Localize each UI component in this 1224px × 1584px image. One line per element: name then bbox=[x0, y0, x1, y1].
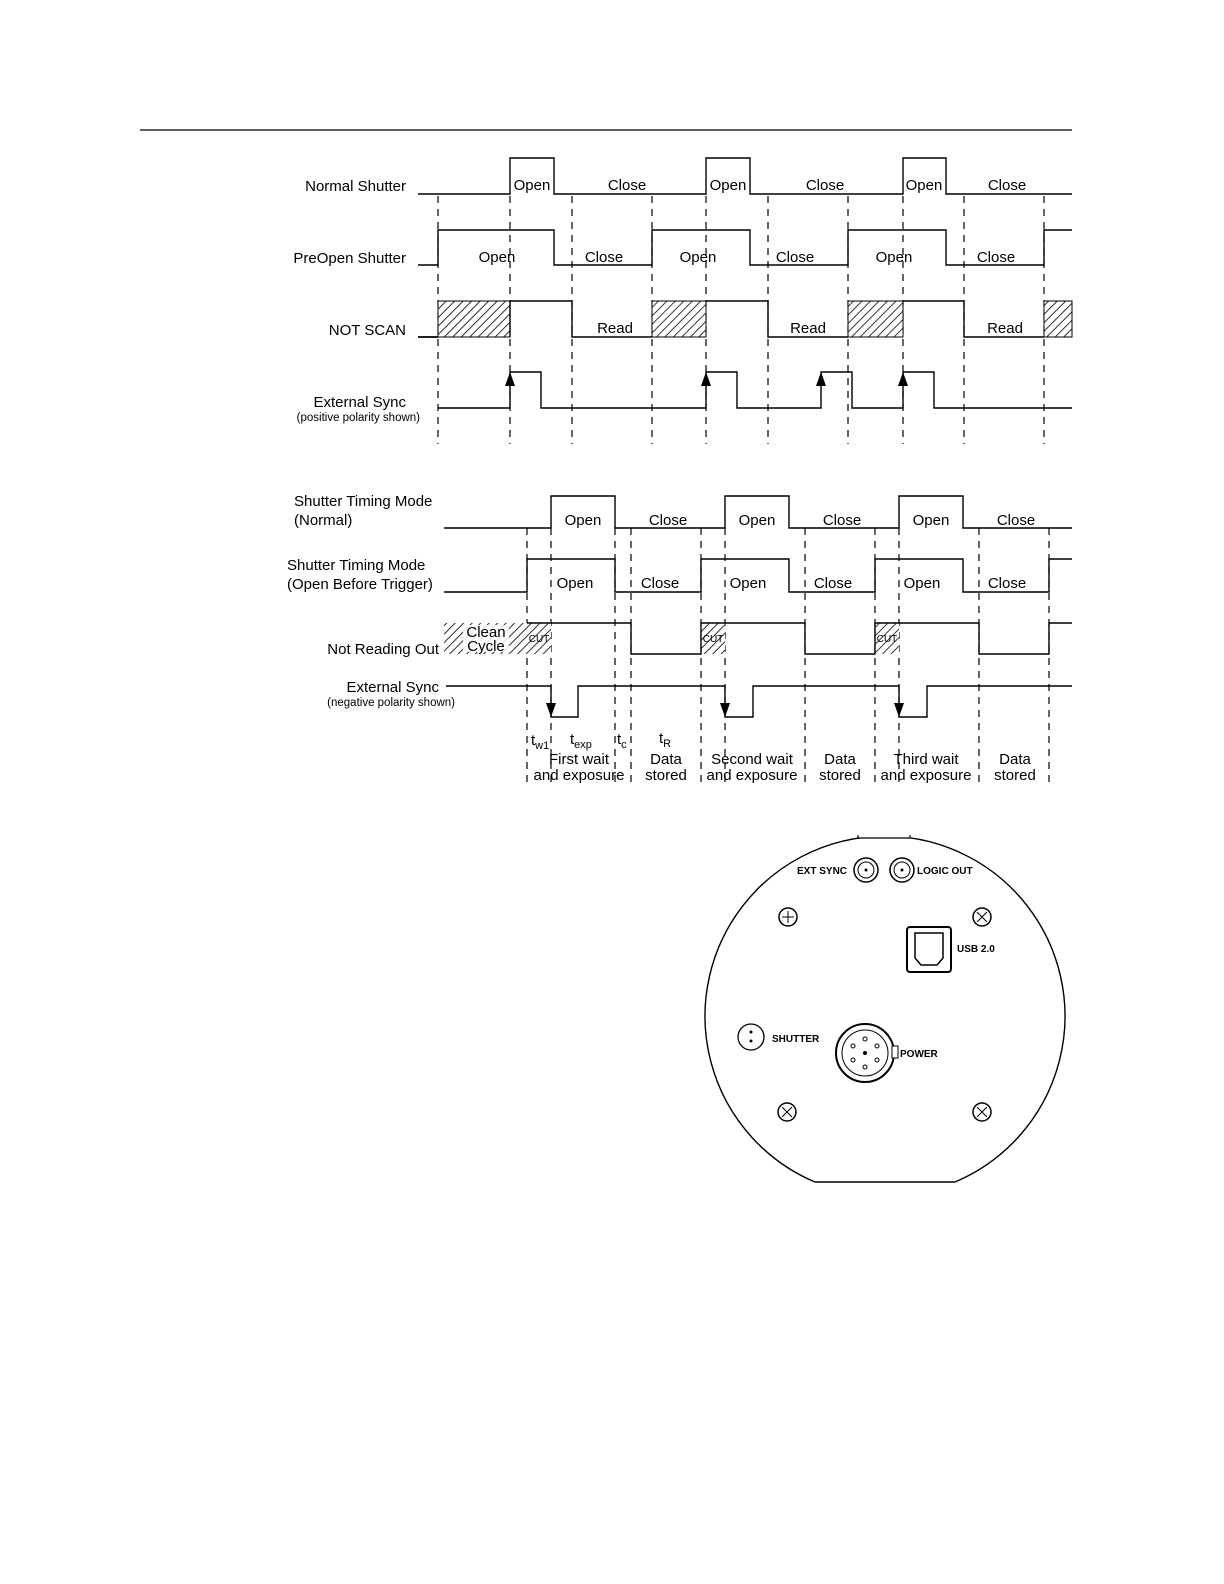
diagram2-guides bbox=[527, 528, 1049, 782]
power-connector-icon bbox=[836, 1024, 898, 1082]
ext-sync-connector-label: EXT SYNC bbox=[797, 866, 848, 877]
ps-state-5: Open bbox=[875, 249, 913, 266]
power-connector-label: POWER bbox=[900, 1049, 938, 1060]
stmo-state-6: Close bbox=[987, 575, 1027, 592]
screw-icon bbox=[778, 908, 991, 1121]
ext-sync-pos-sublabel: (positive polarity shown) bbox=[296, 412, 420, 424]
svg-text:Data: Data bbox=[999, 751, 1031, 768]
diagram1-guides bbox=[438, 196, 1044, 444]
svg-text:First wait: First wait bbox=[549, 751, 609, 768]
svg-text:stored: stored bbox=[645, 767, 687, 784]
stmn-state-1: Open bbox=[564, 512, 602, 529]
clean-cycle-line2: Cycle bbox=[467, 638, 505, 655]
logic-out-connector-label: LOGIC OUT bbox=[917, 866, 973, 877]
stm-obt-label-1: Shutter Timing Mode bbox=[287, 557, 426, 574]
not-reading-out-label: Not Reading Out bbox=[327, 641, 439, 658]
time-symbols bbox=[531, 730, 671, 752]
not-reading-out-hatch bbox=[444, 623, 899, 654]
not-scan-read-2: Read bbox=[790, 320, 826, 337]
svg-text:stored: stored bbox=[819, 767, 861, 784]
ns-state-5: Open bbox=[905, 177, 943, 194]
ns-state-2: Close bbox=[607, 177, 647, 194]
timing-diagram-negative bbox=[287, 493, 1072, 784]
not-scan-hatch bbox=[438, 301, 1072, 337]
not-scan-trace-path bbox=[418, 301, 1044, 337]
ext-sync-neg-sublabel: (negative polarity shown) bbox=[327, 697, 455, 709]
preopen-shutter-trace bbox=[418, 230, 1072, 265]
panel-outline bbox=[705, 836, 1065, 1182]
svg-text:stored: stored bbox=[994, 767, 1036, 784]
clean-cycle-line1: Clean bbox=[466, 624, 506, 641]
not-scan-read-3: Read bbox=[987, 320, 1023, 337]
shutter-connector-label: SHUTTER bbox=[772, 1034, 820, 1045]
svg-text:and exposure: and exposure bbox=[533, 767, 625, 784]
stmn-state-2: Close bbox=[648, 512, 688, 529]
ext-sync-connector-icon bbox=[854, 858, 878, 882]
timing-diagram-positive bbox=[293, 158, 1072, 444]
svg-text:and exposure: and exposure bbox=[706, 767, 798, 784]
stm-normal-label-1: Shutter Timing Mode bbox=[294, 493, 433, 510]
usb-port-icon bbox=[907, 927, 951, 972]
ext-sync-pos-label: External Sync bbox=[313, 394, 406, 411]
ps-state-1: Open bbox=[478, 249, 516, 266]
svg-text:Third wait: Third wait bbox=[893, 751, 959, 768]
stmo-state-5: Open bbox=[903, 575, 941, 592]
svg-text:and exposure: and exposure bbox=[880, 767, 972, 784]
svg-text:tc: $t_c$ bbox=[617, 731, 627, 751]
stmo-state-1: Open bbox=[556, 575, 594, 592]
ext-sync-neg-arrows bbox=[546, 703, 904, 717]
camera-rear-panel bbox=[705, 828, 1065, 1182]
svg-text:texp: $t_{exp}$ bbox=[570, 731, 592, 751]
usb-port-label: USB 2.0 bbox=[957, 944, 995, 955]
ns-state-3: Open bbox=[709, 177, 747, 194]
svg-text:Data: Data bbox=[650, 751, 682, 768]
stm-obt-label-2: (Open Before Trigger) bbox=[287, 576, 433, 593]
not-scan-label: NOT SCAN bbox=[328, 322, 406, 339]
ext-sync-neg-label: External Sync bbox=[346, 679, 439, 696]
ns-state-4: Close bbox=[805, 177, 845, 194]
svg-text:tR: $t_R$ bbox=[659, 730, 672, 750]
stmo-state-4: Close bbox=[813, 575, 853, 592]
ps-state-2: Close bbox=[584, 249, 624, 266]
stmn-state-5: Open bbox=[912, 512, 950, 529]
ext-sync-pos-trace bbox=[438, 372, 1072, 408]
not-reading-out-trace bbox=[527, 623, 1072, 654]
cut-label-2: CUT bbox=[702, 634, 724, 645]
not-scan-read-1: Read bbox=[597, 320, 633, 337]
logic-out-connector-icon bbox=[890, 858, 914, 882]
shutter-connector-icon bbox=[738, 1024, 764, 1050]
svg-text:Second wait: Second wait bbox=[711, 751, 793, 768]
ps-state-3: Open bbox=[679, 249, 717, 266]
stmo-state-2: Close bbox=[640, 575, 680, 592]
phase-labels bbox=[534, 751, 1036, 784]
stmn-state-4: Close bbox=[822, 512, 862, 529]
stm-normal-label-2: (Normal) bbox=[294, 512, 353, 529]
normal-shutter-label: Normal Shutter bbox=[305, 178, 406, 195]
cut-label-3: CUT bbox=[876, 634, 898, 645]
svg-text:tw1: $t_{w1}$ bbox=[531, 732, 550, 752]
ns-state-6: Close bbox=[987, 177, 1027, 194]
ns-state-1: Open bbox=[513, 177, 551, 194]
cut-label-1: CUT bbox=[528, 634, 550, 645]
ps-state-4: Close bbox=[775, 249, 815, 266]
ps-state-6: Close bbox=[976, 249, 1016, 266]
stmn-state-3: Open bbox=[738, 512, 776, 529]
ext-sync-neg-trace bbox=[446, 686, 1072, 717]
stmo-state-3: Open bbox=[729, 575, 767, 592]
svg-text:Data: Data bbox=[824, 751, 856, 768]
stmn-state-6: Close bbox=[996, 512, 1036, 529]
preopen-shutter-label: PreOpen Shutter bbox=[293, 250, 406, 267]
